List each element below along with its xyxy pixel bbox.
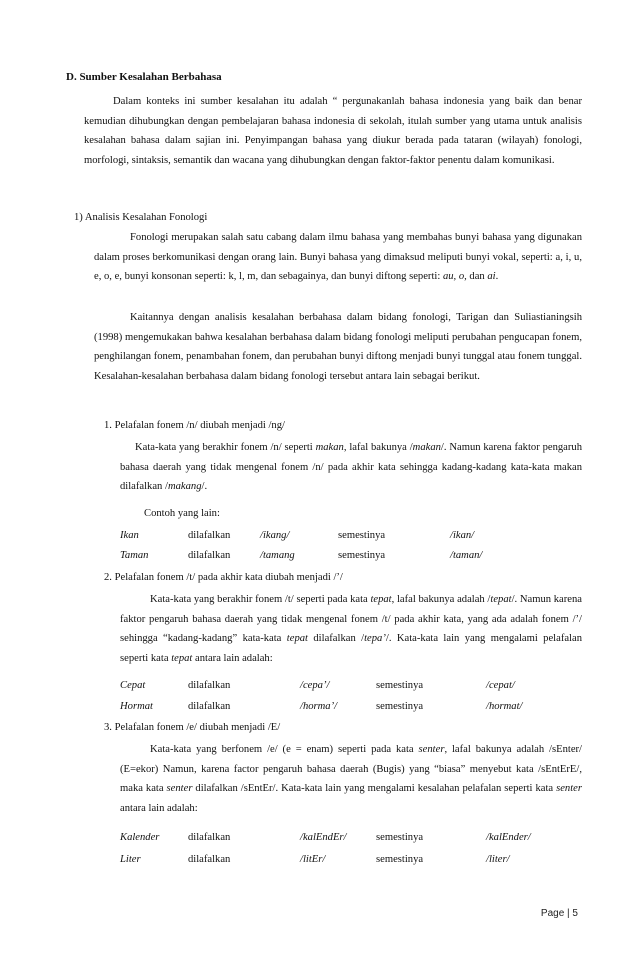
item-3-italic: senter: [418, 744, 445, 755]
para1-text-2: dan: [466, 271, 488, 283]
verb-cell: dilafalkan: [188, 680, 231, 691]
verb-cell: dilafalkan: [188, 530, 231, 541]
item-3-italic: senter: [166, 783, 193, 795]
verb-cell: semestinya: [376, 680, 424, 691]
verb-cell: semestinya: [376, 854, 424, 865]
wrong-form-cell: /kalEndEr/: [300, 832, 347, 843]
item-2-italic: tepat: [171, 652, 193, 664]
verb-cell: dilafalkan: [188, 832, 231, 843]
item-1-italic: makang: [167, 481, 202, 493]
verb-cell: dilafalkan: [188, 550, 231, 561]
subsection-label: 1) Analisis Kesalahan Fonologi: [74, 212, 208, 223]
para1-text-3: .: [495, 271, 499, 283]
correct-form-cell: /cepat/: [486, 680, 515, 691]
wrong-form-cell: /litEr/: [300, 854, 326, 865]
verb-cell: semestinya: [376, 701, 424, 712]
item-2-italic: tepat: [286, 633, 308, 645]
item-1-label: 1. Pelafalan fonem /n/ diubah menjadi /ng/: [104, 420, 285, 431]
table-row: [120, 701, 580, 719]
page-number: Page | 5: [540, 908, 578, 919]
item-1-example-label: Contoh yang lain:: [144, 508, 220, 519]
table-row: [120, 854, 580, 872]
para2-text: Kaitannya dengan analisis kesalahan berbahasa dalam bidang fonologi, Tarigan dan Suliastianingsih (1998) mengemukakan bahwa kesalahan berbahasa dalam bidang fonologi meliputi perubahan pengucapan fonem, penghilangan fonem, penambahan fonem, dan perubahan bunyi diftong menjadi bunyi tunggal atau fonem tunggal. Kesalahan-kesalahan berbahasa dalam bidang fonologi tersebut antara lain sebagai berikut.: [94, 312, 582, 382]
table-row: [120, 530, 580, 548]
wrong-form-cell: /tamang: [260, 550, 295, 561]
item-1-text: /. Namun karena faktor pengaruh bahasa daerah yang tidak mengenal fonem /n/ pada akhir kata sehingga kadang-kadang kata-kata makan dilafalkan /: [120, 442, 583, 493]
word-cell: Taman: [120, 550, 149, 561]
item-3-text: dilafalkan /sEntEr/. Kata-kata lain yang mengalami kesalahan pelafalan seperti kata: [192, 783, 557, 795]
item-3-italic: senter: [556, 783, 582, 795]
kaitannya-paragraph: [94, 308, 582, 386]
table-row: [120, 680, 580, 698]
item-2-italic: tepat: [490, 594, 512, 605]
item-1-paragraph: [120, 438, 582, 497]
verb-cell: dilafalkan: [188, 854, 231, 865]
correct-form-cell: /ikan/: [450, 530, 475, 541]
word-cell: Ikan: [120, 530, 139, 541]
item-1-text: /.: [201, 481, 208, 493]
item-1-text: Kata-kata yang berakhir fonem /n/ seperti: [135, 442, 316, 453]
wrong-form-cell: /horma’/: [300, 701, 338, 712]
intro-paragraph: [84, 92, 582, 170]
word-cell: Hormat: [120, 701, 153, 712]
item-3-text: Kata-kata yang berfonem /e/ (e = enam) seperti pada kata: [150, 744, 419, 755]
table-row: [120, 832, 580, 850]
item-2-italic: tepat: [370, 594, 392, 605]
verb-cell: semestinya: [338, 550, 386, 561]
item-2-text: Kata-kata yang berakhir fonem /t/ seperti pada kata: [150, 594, 371, 605]
item-2-text: , lafal bakunya adalah /: [391, 594, 491, 605]
item-3-text: , lafal bakunya adalah /sEnter/ (E=ekor) Namun, karena factor pengaruh bahasa daerah (Bugis) yang “biasa” menyebut kata /sEntErE/, maka kata: [120, 744, 583, 795]
fonologi-paragraph: [94, 228, 582, 287]
correct-form-cell: /taman/: [450, 550, 483, 561]
verb-cell: dilafalkan: [188, 701, 231, 712]
item-2-paragraph: [120, 590, 582, 668]
section-heading: D. Sumber Kesalahan Berbahasa: [66, 71, 222, 83]
item-2-text: antara lain adalah:: [192, 652, 273, 664]
correct-form-cell: /hormat/: [486, 701, 523, 712]
item-2-italic: tepa’: [364, 633, 386, 645]
word-cell: Cepat: [120, 680, 146, 691]
item-2-text: /. Kata-kata lain yang mengalami pelafalan seperti kata: [120, 633, 582, 664]
correct-form-cell: /kalEnder/: [486, 832, 531, 843]
item-1-text: , lafal bakunya /: [343, 442, 413, 453]
verb-cell: semestinya: [338, 530, 386, 541]
wrong-form-cell: /ikang/: [260, 530, 290, 541]
item-2-text: dilafalkan /: [307, 633, 365, 645]
item-3-paragraph: [120, 740, 582, 818]
item-3-label: 3. Pelafalan fonem /e/ diubah menjadi /E/: [104, 722, 281, 733]
item-2-label: 2. Pelafalan fonem /t/ pada akhir kata diubah menjadi /’/: [104, 572, 343, 583]
intro-text: Dalam konteks ini sumber kesalahan itu adalah “ pergunakanlah bahasa indonesia yang baik dan benar kemudian dihubungkan dengan pembelajaran bahasa indonesia di sekolah, itulah sumber yang utama untuk analisis kesalahan bahasa dalam sajian ini. Penyimpangan bahasa yang diukur berada pada tataran (wilayah) fonologi, morfologi, sintaksis, semantik dan wacana yang dihubungkan dengan faktor-faktor penentu dalam komunikasi.: [84, 96, 582, 166]
word-cell: Kalender: [120, 832, 160, 843]
para1-text: Fonologi merupakan salah satu cabang dalam ilmu bahasa yang membahas bunyi bahasa yang digunakan dalam proses berkomunikasi dengan orang lain. Bunyi bahasa yang dimaksud meliputi bunyi vokal, seperti: a, i, u, e, o, e, bunyi konsonan seperti: k, l, m, dan sebagainya, dan bunyi diftong seperti:: [94, 232, 582, 283]
item-3-text: antara lain adalah:: [120, 802, 198, 814]
wrong-form-cell: /cepa’/: [300, 680, 330, 691]
para1-italic-1: au, o,: [442, 271, 467, 283]
verb-cell: semestinya: [376, 832, 424, 843]
item-2-text: /. Namun karena faktor pengaruh bahasa daerah yang tidak mengenal fonem /t/ pada akhir kata, yang ada adalah fonem /’/ sehingga “kadang-kadang” kata-kata: [120, 594, 582, 645]
item-1-italic: makan: [412, 442, 441, 453]
table-row: [120, 550, 580, 568]
para1-italic-2: ai: [487, 271, 496, 283]
word-cell: Liter: [120, 854, 141, 865]
correct-form-cell: /liter/: [486, 854, 510, 865]
item-1-italic: makan: [315, 442, 344, 453]
